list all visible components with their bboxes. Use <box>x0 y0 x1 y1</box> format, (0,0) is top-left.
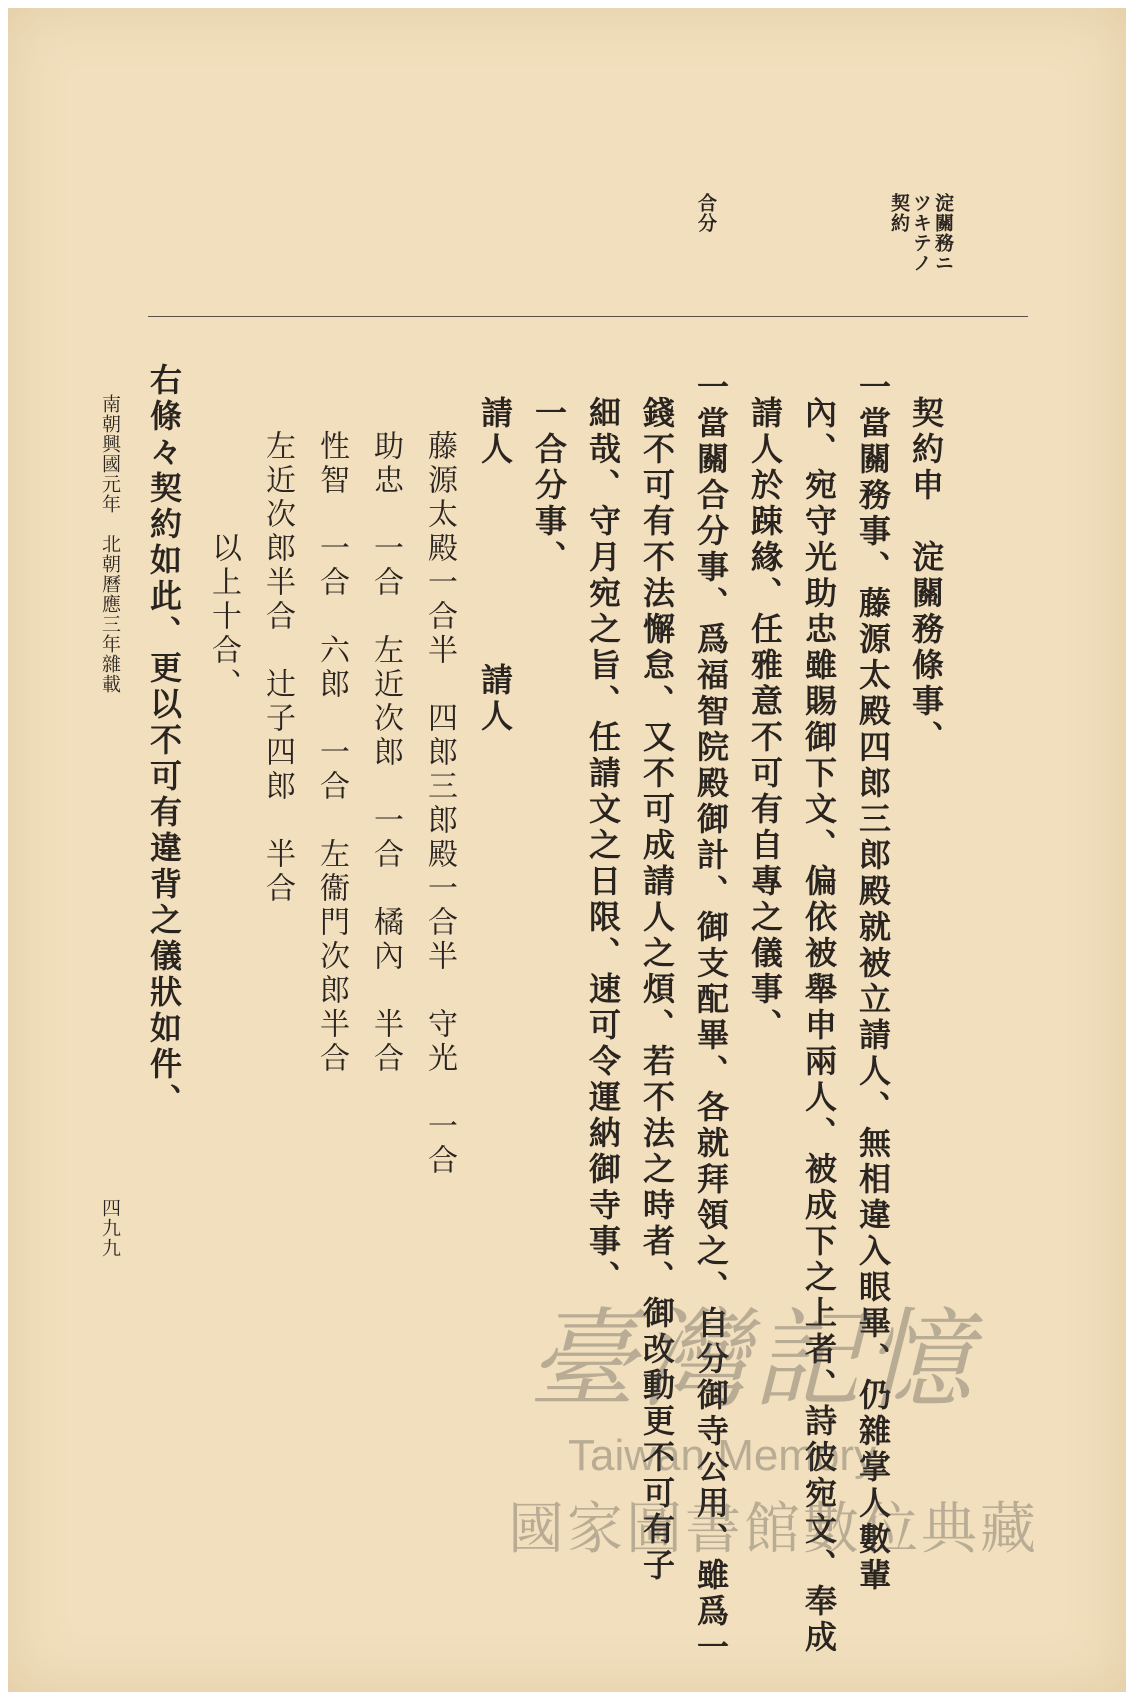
page-number: 四九九 <box>99 1198 121 1258</box>
text-line-2: 一當關務事、藤源太殿四郎三郎殿就被立請人、無相違入眼畢、仍雜掌人數輩 <box>854 370 892 1594</box>
text-line-8: 一合分事、 <box>530 396 568 576</box>
share-line-2: 助忠 一合 左近次郎 一合 橘內 半合 <box>368 430 403 1076</box>
watermark-english: Taiwan Memory <box>568 1431 877 1480</box>
text-line-1: 契約申 淀關務條事、 <box>907 396 945 756</box>
marginal-label: 合分 <box>695 193 717 233</box>
marginal-heading-line-2: ツキテノ <box>910 193 932 273</box>
guarantor-label-secondary: 請人 <box>476 663 514 735</box>
text-line-4: 請人於踈緣、任雅意不可有自專之儀事、 <box>746 396 784 1044</box>
watermark-institution: 國家圖書館數位典藏 <box>508 1497 1039 1562</box>
closing-line: 右條々契約如此、更以不可有違背之儀狀如件、 <box>145 363 183 1119</box>
text-line-7: 細哉、守月宛之旨、任請文之日限、速可令運納御寺事、 <box>584 396 622 1296</box>
watermark-title: 臺灣記憶 <box>528 1298 977 1423</box>
text-line-6: 錢不可有不法懈怠、又不可成請人之煩、若不法之時者、御改動更不可有子 <box>638 396 676 1584</box>
share-line-3: 性智 一合 六郎 一合 左衞門次郎半合 <box>314 430 349 1076</box>
library-watermark <box>508 1273 1068 1573</box>
marginal-heading-line-1: 淀關務ニ <box>932 193 954 273</box>
header-rule <box>148 316 1028 317</box>
text-line-5: 一當關合分事、爲福智院殿御計、御支配畢、各就拜領之、自分御寺公用、雖爲一 <box>692 370 730 1666</box>
document-page <box>8 8 1126 1692</box>
share-total: 以上十合、 <box>206 532 241 702</box>
text-line-3: 內、宛守光助忠雖賜御下文、偏依被舉申兩人、被成下之上者、詩彼宛文、奉成 <box>800 396 838 1656</box>
marginal-heading-line-3: 契約 <box>888 193 910 233</box>
share-line-1: 藤源太殿一合半 四郎三郎殿一合半 守光 一合 <box>422 430 457 1178</box>
source-citation: 南朝興國元年 北朝曆應三年雜載 <box>99 394 121 694</box>
share-line-4: 左近次郎半合 辻子四郎 半合 <box>260 430 295 906</box>
guarantor-label: 請人 <box>476 396 514 468</box>
